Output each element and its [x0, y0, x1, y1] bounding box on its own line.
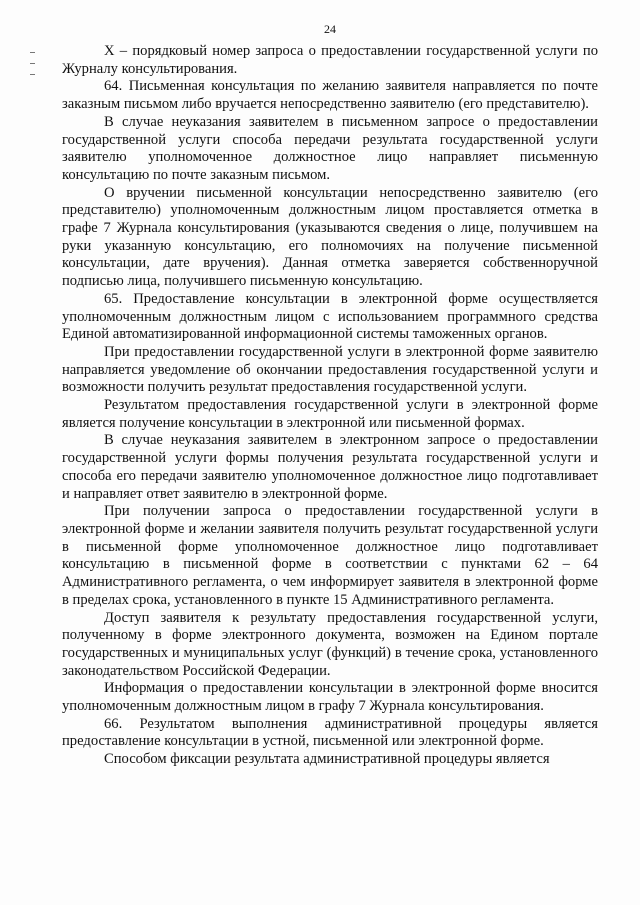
paragraph: Х – порядковый номер запроса о предоставлении государственной услуги по Журналу консультирования.	[62, 43, 598, 77]
margin-mark	[30, 74, 35, 75]
paragraph: 64. Письменная консультация по желанию заявителя направляется по почте заказным письмом либо вручается непосредственно заявителю (его представителю).	[62, 78, 598, 113]
paragraph: В случае неуказания заявителем в письменном запросе о предоставлении государственной услуги способа передачи результата государственной услуги заявителю уполномоченное должностное лицо направляет письменную консультацию по почте заказным письмом.	[62, 113, 598, 183]
paragraph: Доступ заявителя к результату предоставления государственной услуги, полученному в форме электронного документа, возможен на Едином портале государственных и муниципальных услуг (функций) в течение срока, установленного законодательством Российской Федерации.	[62, 609, 598, 679]
paragraph: О вручении письменной консультации непосредственно заявителю (его представителю) уполномоченным должностным лицом проставляется отметка в графе 7 Журнала консультирования (указываются сведения о лице, получившем на руки указанную консультацию, его полномочиях на получение письменной консультации, дате вручения). Данная отметка заверяется собственноручной подписью лица, получившего письменную консультацию.	[62, 184, 598, 290]
paragraph: 66. Результатом выполнения административной процедуры является предоставление консультации в устной, письменной или электронной форме.	[62, 715, 598, 750]
document-body	[62, 43, 598, 769]
margin-marks	[30, 52, 35, 85]
margin-mark	[30, 52, 35, 53]
paragraph: 65. Предоставление консультации в электронной форме осуществляется уполномоченным должностным лицом с использованием программного средства Единой автоматизированной информационной системы таможенных органов.	[62, 290, 598, 343]
paragraph: В случае неуказания заявителем в электронном запросе о предоставлении государственной услуги формы получения результата государственной услуги и способа его передачи заявителю уполномоченное должностное лицо подготавливает и направляет ответ заявителю в электронной форме.	[62, 432, 598, 502]
page-number: 24	[324, 22, 336, 36]
paragraph: При предоставлении государственной услуги в электронной форме заявителю направляется уведомление об окончании предоставления государственной услуги и возможности получить результат предоставления государственной услуги.	[62, 343, 598, 396]
margin-mark	[30, 63, 35, 64]
paragraph: Информация о предоставлении консультации в электронной форме вносится уполномоченным должностным лицом в графу 7 Журнала консультирования.	[62, 680, 598, 715]
paragraph: Результатом предоставления государственной услуги в электронной форме является получение консультации в электронной или письменной формах.	[62, 397, 598, 431]
paragraph: Способом фиксации результата административной процедуры является	[104, 751, 550, 768]
paragraph: При получении запроса о предоставлении государственной услуги в электронной форме и желании заявителя получить результат государственной услуги в письменной форме уполномоченное должностное лицо подготавливает консультацию в письменной форме в соответствии с пунктами 62 – 64 Административного регламента, о чем информирует заявителя в электронной форме в пределах срока, установленного в пункте 15 Административного регламента.	[62, 503, 598, 608]
